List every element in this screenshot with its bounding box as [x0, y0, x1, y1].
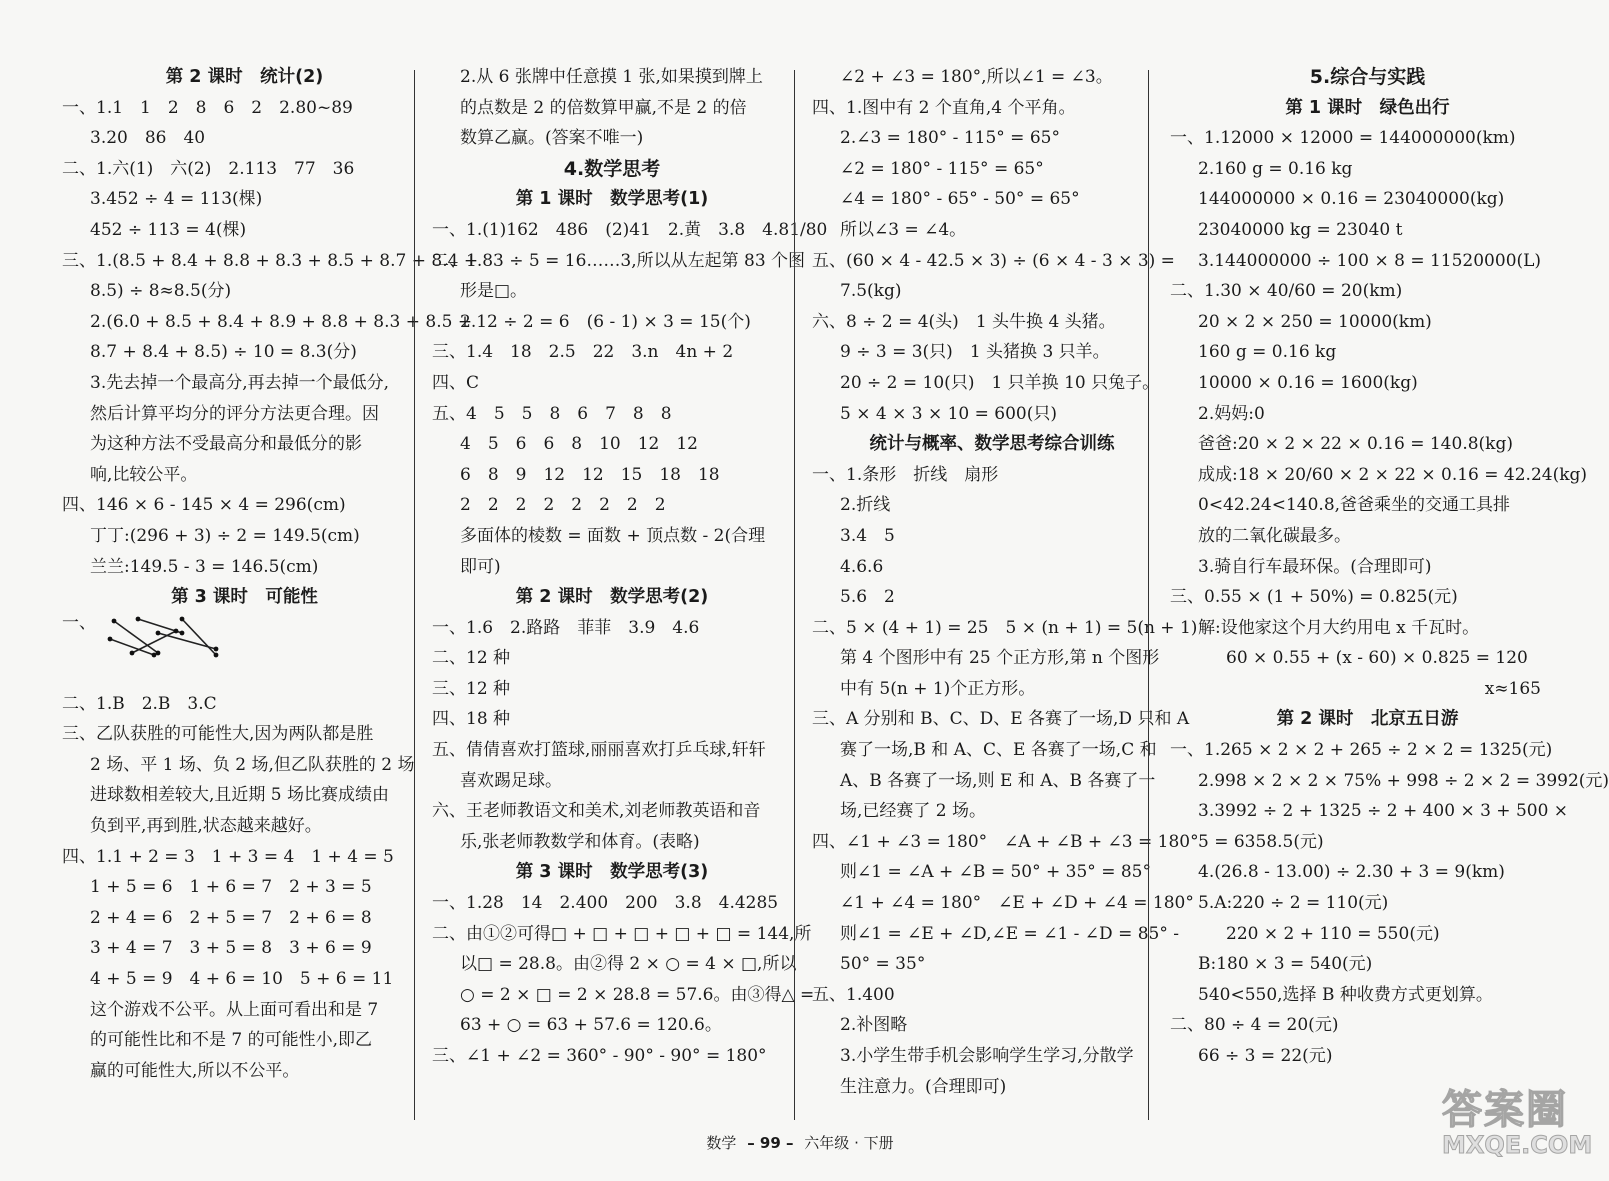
answer-line: 一、1.(1)162 486 (2)41 2.黄 3.8 4.81/80 [432, 219, 828, 240]
answer-line: 2.∠3 = 180° - 115° = 65° [840, 128, 1060, 149]
answer-line: 五、(60 × 4 - 42.5 × 3) ÷ (6 × 4 - 3 × 3) = [812, 250, 1175, 271]
column-divider [1148, 70, 1149, 1120]
answer-line: ∠2 + ∠3 = 180°,所以∠1 = ∠3。 [840, 67, 1113, 87]
answer-line: 160 g = 0.16 kg [1198, 342, 1337, 363]
answer-line: 20 × 2 × 250 = 10000(km) [1198, 311, 1432, 332]
answer-line: 2.折线 [840, 495, 891, 516]
answer-line: 144000000 × 0.16 = 23040000(kg) [1198, 189, 1505, 210]
answer-line: B:180 × 3 = 540(元) [1198, 954, 1373, 975]
page-number: – 99 – [747, 1134, 794, 1152]
answer-line: 5.6 2 [840, 587, 895, 608]
answer-line: 4.6.6 [840, 556, 884, 577]
answer-line: 成成:18 × 20/60 × 2 × 22 × 0.16 = 42.24(kg) [1198, 464, 1588, 485]
answer-line: 二、1.六(1) 六(2) 2.113 77 36 [62, 158, 355, 179]
answer-line: 2 场、平 1 场、负 2 场,但乙队获胜的 2 场 [90, 754, 415, 775]
section-heading: 5.综合与实践 [1309, 66, 1426, 88]
answer-line: 四、1.1 + 2 = 3 1 + 3 = 4 1 + 4 = 5 [62, 846, 394, 867]
answer-line: 2.从 6 张牌中任意摸 1 张,如果摸到牌上 [460, 67, 763, 87]
answer-line: 二、1.B 2.B 3.C [62, 693, 217, 714]
answer-line: ∠4 = 180° - 65° - 50° = 65° [840, 189, 1080, 210]
answer-line: 三、1.4 18 2.5 22 3.n 4n + 2 [432, 342, 734, 363]
answer-line: ∠2 = 180° - 115° = 65° [840, 158, 1044, 179]
answer-line: 负到平,再到胜,状态越来越好。 [90, 816, 322, 837]
answer-line: 六、8 ÷ 2 = 4(头) 1 头牛换 4 头猪。 [812, 311, 1116, 332]
answer-line: 4 + 5 = 9 4 + 6 = 10 5 + 6 = 11 [90, 969, 394, 990]
column-2 [432, 62, 828, 1072]
answer-line: 四、1.图中有 2 个直角,4 个平角。 [812, 97, 1076, 118]
answer-line: 赛了一场,B 和 A、C、E 各赛了一场,C 和 [840, 740, 1157, 761]
answer-line: 然后计算平均分的评分方法更合理。因 [90, 403, 379, 424]
answer-line: 8.5) ÷ 8≈8.5(分) [90, 281, 232, 302]
answer-line: 进球数相差较大,且近期 5 场比赛成绩由 [90, 785, 390, 806]
answer-line: 响,比较公平。 [90, 464, 198, 485]
answer-line: 63 + ○ = 63 + 57.6 = 120.6。 [460, 1015, 722, 1036]
section-heading: 统计与概率、数学思考综合训练 [869, 434, 1115, 455]
answer-line: 9 ÷ 3 = 3(只) 1 头猪换 3 只羊。 [840, 342, 1110, 363]
answer-line: 四、146 × 6 - 145 × 4 = 296(cm) [62, 495, 346, 516]
answer-line: 即可) [460, 556, 501, 577]
answer-line: 3.452 ÷ 4 = 113(棵) [90, 189, 263, 210]
answer-line: 一、1.265 × 2 × 2 + 265 ÷ 2 × 2 = 1325(元) [1170, 740, 1553, 761]
answer-line: 三、1.(8.5 + 8.4 + 8.8 + 8.3 + 8.5 + 8.7 + 8.4 + [62, 250, 479, 271]
section-heading: 第 3 课时 数学思考(3) [515, 862, 709, 883]
answer-line: 三、12 种 [432, 678, 511, 699]
answer-line: 二、1.83 ÷ 5 = 16……3,所以从左起第 83 个图 [432, 250, 806, 271]
answer-line: 2.160 g = 0.16 kg [1198, 158, 1353, 179]
answer-line: 一、 [62, 612, 96, 633]
answer-line: 五、1.400 [812, 984, 895, 1005]
answer-line: 三、∠1 + ∠2 = 360° - 90° - 90° = 180° [432, 1046, 767, 1066]
answer-line: 三、乙队获胜的可能性大,因为两队都是胜 [62, 724, 374, 745]
answer-line: 3.144000000 ÷ 100 × 8 = 11520000(L) [1198, 250, 1542, 271]
answer-line: 二、80 ÷ 4 = 20(元) [1170, 1015, 1339, 1036]
answer-line: 这个游戏不公平。从上面可看出和是 7 [90, 999, 379, 1020]
answer-line: 二、由①②可得□ + □ + □ + □ + □ = 144,所 [432, 923, 812, 944]
answer-line: 3.先去掉一个最高分,再去掉一个最低分, [90, 372, 390, 393]
answer-line: 四、C [432, 372, 480, 393]
answer-line: 生注意力。(合理即可) [840, 1076, 1007, 1097]
answer-line: 二、12 种 [432, 648, 511, 669]
section-heading: 第 1 课时 数学思考(1) [515, 189, 709, 210]
answer-line: 则∠1 = ∠E + ∠D,∠E = ∠1 - ∠D = 85° - [840, 923, 1180, 944]
answer-line: 2.补图略 [840, 1015, 908, 1036]
answer-line: 喜欢踢足球。 [460, 770, 562, 791]
answer-line: 3.骑自行车最环保。(合理即可) [1198, 556, 1432, 577]
answer-line: 一、1.条形 折线 扇形 [812, 464, 999, 485]
answer-line: 3.小学生带手机会影响学生学习,分散学 [840, 1046, 1134, 1066]
answer-line: 一、1.28 14 2.400 200 3.8 4.4285 [432, 893, 779, 914]
answer-line: 兰兰:149.5 - 3 = 146.5(cm) [90, 556, 319, 577]
answer-line: 3 + 4 = 7 3 + 5 = 8 3 + 6 = 9 [90, 938, 372, 959]
answer-line: 第 4 个图形中有 25 个正方形,第 n 个图形 [840, 648, 1160, 669]
answer-line: 二、1.30 × 40/60 = 20(km) [1170, 281, 1403, 302]
answer-line: 中有 5(n + 1)个正方形。 [840, 678, 1036, 699]
answer-line: ○ = 2 × □ = 2 × 28.8 = 57.6。由③得△ = [460, 984, 815, 1005]
answer-line: 五、倩倩喜欢打篮球,丽丽喜欢打乒乓球,轩轩 [432, 740, 766, 761]
answer-line: 乐,张老师教数学和体育。(表略) [460, 831, 700, 852]
answer-line: 10000 × 0.16 = 1600(kg) [1198, 372, 1418, 393]
section-heading: 第 2 课时 数学思考(2) [515, 587, 709, 608]
section-heading: 第 1 课时 绿色出行 [1285, 97, 1450, 118]
section-heading: 第 3 课时 可能性 [171, 587, 318, 608]
answer-line: 多面体的棱数 = 面数 + 顶点数 - 2(合理 [460, 525, 766, 546]
section-heading: 第 2 课时 北京五日游 [1276, 709, 1459, 730]
answer-line: 4.(26.8 - 13.00) ÷ 2.30 + 3 = 9(km) [1198, 862, 1505, 883]
answer-line: 丁丁:(296 + 3) ÷ 2 = 149.5(cm) [90, 525, 360, 546]
answer-line: 540<550,选择 B 种收费方式更划算。 [1198, 984, 1493, 1005]
answer-line: 一、1.12000 × 12000 = 144000000(km) [1170, 128, 1516, 149]
footer-grade: 六年级 · 下册 [804, 1134, 894, 1152]
matching-lines-figure [62, 633, 427, 689]
answer-line: 7.5(kg) [840, 281, 902, 302]
answer-line: 2 + 4 = 6 2 + 5 = 7 2 + 6 = 8 [90, 907, 372, 928]
answer-line: 23040000 kg = 23040 t [1198, 219, 1403, 240]
answer-line: 2.12 ÷ 2 = 6 (6 - 1) × 3 = 15(个) [460, 311, 751, 332]
answer-line: 8.7 + 8.4 + 8.5) ÷ 10 = 8.3(分) [90, 342, 357, 363]
answer-line: 3.20 86 40 [90, 128, 206, 149]
answer-line: 5 × 4 × 3 × 10 = 600(只) [840, 403, 1057, 424]
answer-line: 2.(6.0 + 8.5 + 8.4 + 8.9 + 8.8 + 8.3 + 8.5 + [90, 311, 473, 332]
answer-line: 5.A:220 ÷ 2 = 110(元) [1198, 893, 1389, 914]
answer-line: 2 2 2 2 2 2 2 2 [460, 495, 666, 516]
answer-line: 三、A 分别和 B、C、D、E 各赛了一场,D 只和 A [812, 709, 1190, 730]
answer-line: 解:设他家这个月大约用电 x 千瓦时。 [1198, 617, 1480, 638]
answer-line: 0<42.24<140.8,爸爸乘坐的交通工具排 [1198, 495, 1511, 516]
answer-line: 的点数是 2 的倍数算甲赢,不是 2 的倍 [460, 97, 747, 118]
answer-line: 66 ÷ 3 = 22(元) [1198, 1046, 1333, 1066]
answer-line: 形是□。 [460, 281, 528, 302]
answer-line: x≈165 [1484, 678, 1541, 699]
watermark-logo [1442, 1078, 1592, 1178]
answer-line: 二、5 × (4 + 1) = 25 5 × (n + 1) = 5(n + 1) [812, 617, 1198, 638]
answer-line: 2.妈妈:0 [1198, 403, 1265, 424]
answer-line: 3.3992 ÷ 2 + 1325 ÷ 2 + 400 × 3 + 500 × [1198, 801, 1569, 822]
answer-line: 452 ÷ 113 = 4(棵) [90, 219, 247, 240]
answer-line: 则∠1 = ∠A + ∠B = 50° + 35° = 85° [840, 862, 1151, 883]
column-divider [794, 70, 795, 1120]
footer-subject: 数学 [706, 1134, 737, 1152]
answer-line: 5 = 6358.5(元) [1198, 831, 1324, 852]
answer-line: A、B 各赛了一场,则 E 和 A、B 各赛了一 [840, 770, 1156, 791]
answer-line: 4 5 6 6 8 10 12 12 [460, 434, 698, 455]
answer-line: 爸爸:20 × 2 × 22 × 0.16 = 140.8(kg) [1198, 434, 1513, 455]
answer-line: 以□ = 28.8。由②得 2 × ○ = 4 × □,所以 [460, 954, 797, 975]
answer-line: 为这种方法不受最高分和最低分的影 [90, 434, 362, 455]
answer-line: 6 8 9 12 12 15 18 18 [460, 464, 720, 485]
answer-line: 六、王老师教语文和美术,刘老师教英语和音 [432, 801, 761, 822]
page-footer [0, 1132, 1600, 1153]
column-3 [812, 62, 1199, 1102]
answer-line: 的可能性比和不是 7 的可能性小,即乙 [90, 1030, 373, 1051]
answer-line: 60 × 0.55 + (x - 60) × 0.825 = 120 [1226, 648, 1528, 669]
section-heading: 第 2 课时 统计(2) [165, 67, 324, 87]
column-divider [414, 70, 415, 1120]
answer-line: 3.4 5 [840, 525, 895, 546]
answer-line: 1 + 5 = 6 1 + 6 = 7 2 + 3 = 5 [90, 877, 372, 898]
answer-line: 三、0.55 × (1 + 50%) = 0.825(元) [1170, 587, 1458, 608]
answer-line: 20 ÷ 2 = 10(只) 1 只羊换 10 只兔子。 [840, 372, 1160, 393]
answer-line: 场,已经赛了 2 场。 [840, 801, 987, 822]
answer-line: 四、18 种 [432, 709, 511, 730]
answer-line: 赢的可能性大,所以不公平。 [90, 1060, 300, 1081]
answer-line: 五、4 5 5 8 6 7 8 8 [432, 403, 672, 424]
watermark-en: MXQE.COM [1442, 1131, 1593, 1159]
answer-line: 220 × 2 + 110 = 550(元) [1226, 923, 1440, 944]
answer-line: 50° = 35° [840, 954, 926, 975]
answer-line: 一、1.1 1 2 8 6 2 2.80~89 [62, 97, 353, 118]
answer-line: 一、1.6 2.路路 菲菲 3.9 4.6 [432, 617, 700, 638]
answer-line: 数算乙赢。(答案不唯一) [460, 128, 644, 149]
column-4 [1170, 62, 1609, 1072]
section-heading: 4.数学思考 [563, 157, 661, 180]
answer-line: 2.998 × 2 × 2 × 75% + 998 ÷ 2 × 2 = 3992(元) [1198, 770, 1609, 791]
answer-line: 所以∠3 = ∠4。 [840, 219, 967, 240]
answer-line: ∠1 + ∠4 = 180° ∠E + ∠D + ∠4 = 180° [840, 893, 1194, 914]
answer-line: 四、∠1 + ∠3 = 180° ∠A + ∠B + ∠3 = 180° [812, 831, 1199, 852]
answer-line: 放的二氧化碳最多。 [1198, 525, 1351, 546]
watermark-cn: 答案圈 [1442, 1087, 1568, 1133]
